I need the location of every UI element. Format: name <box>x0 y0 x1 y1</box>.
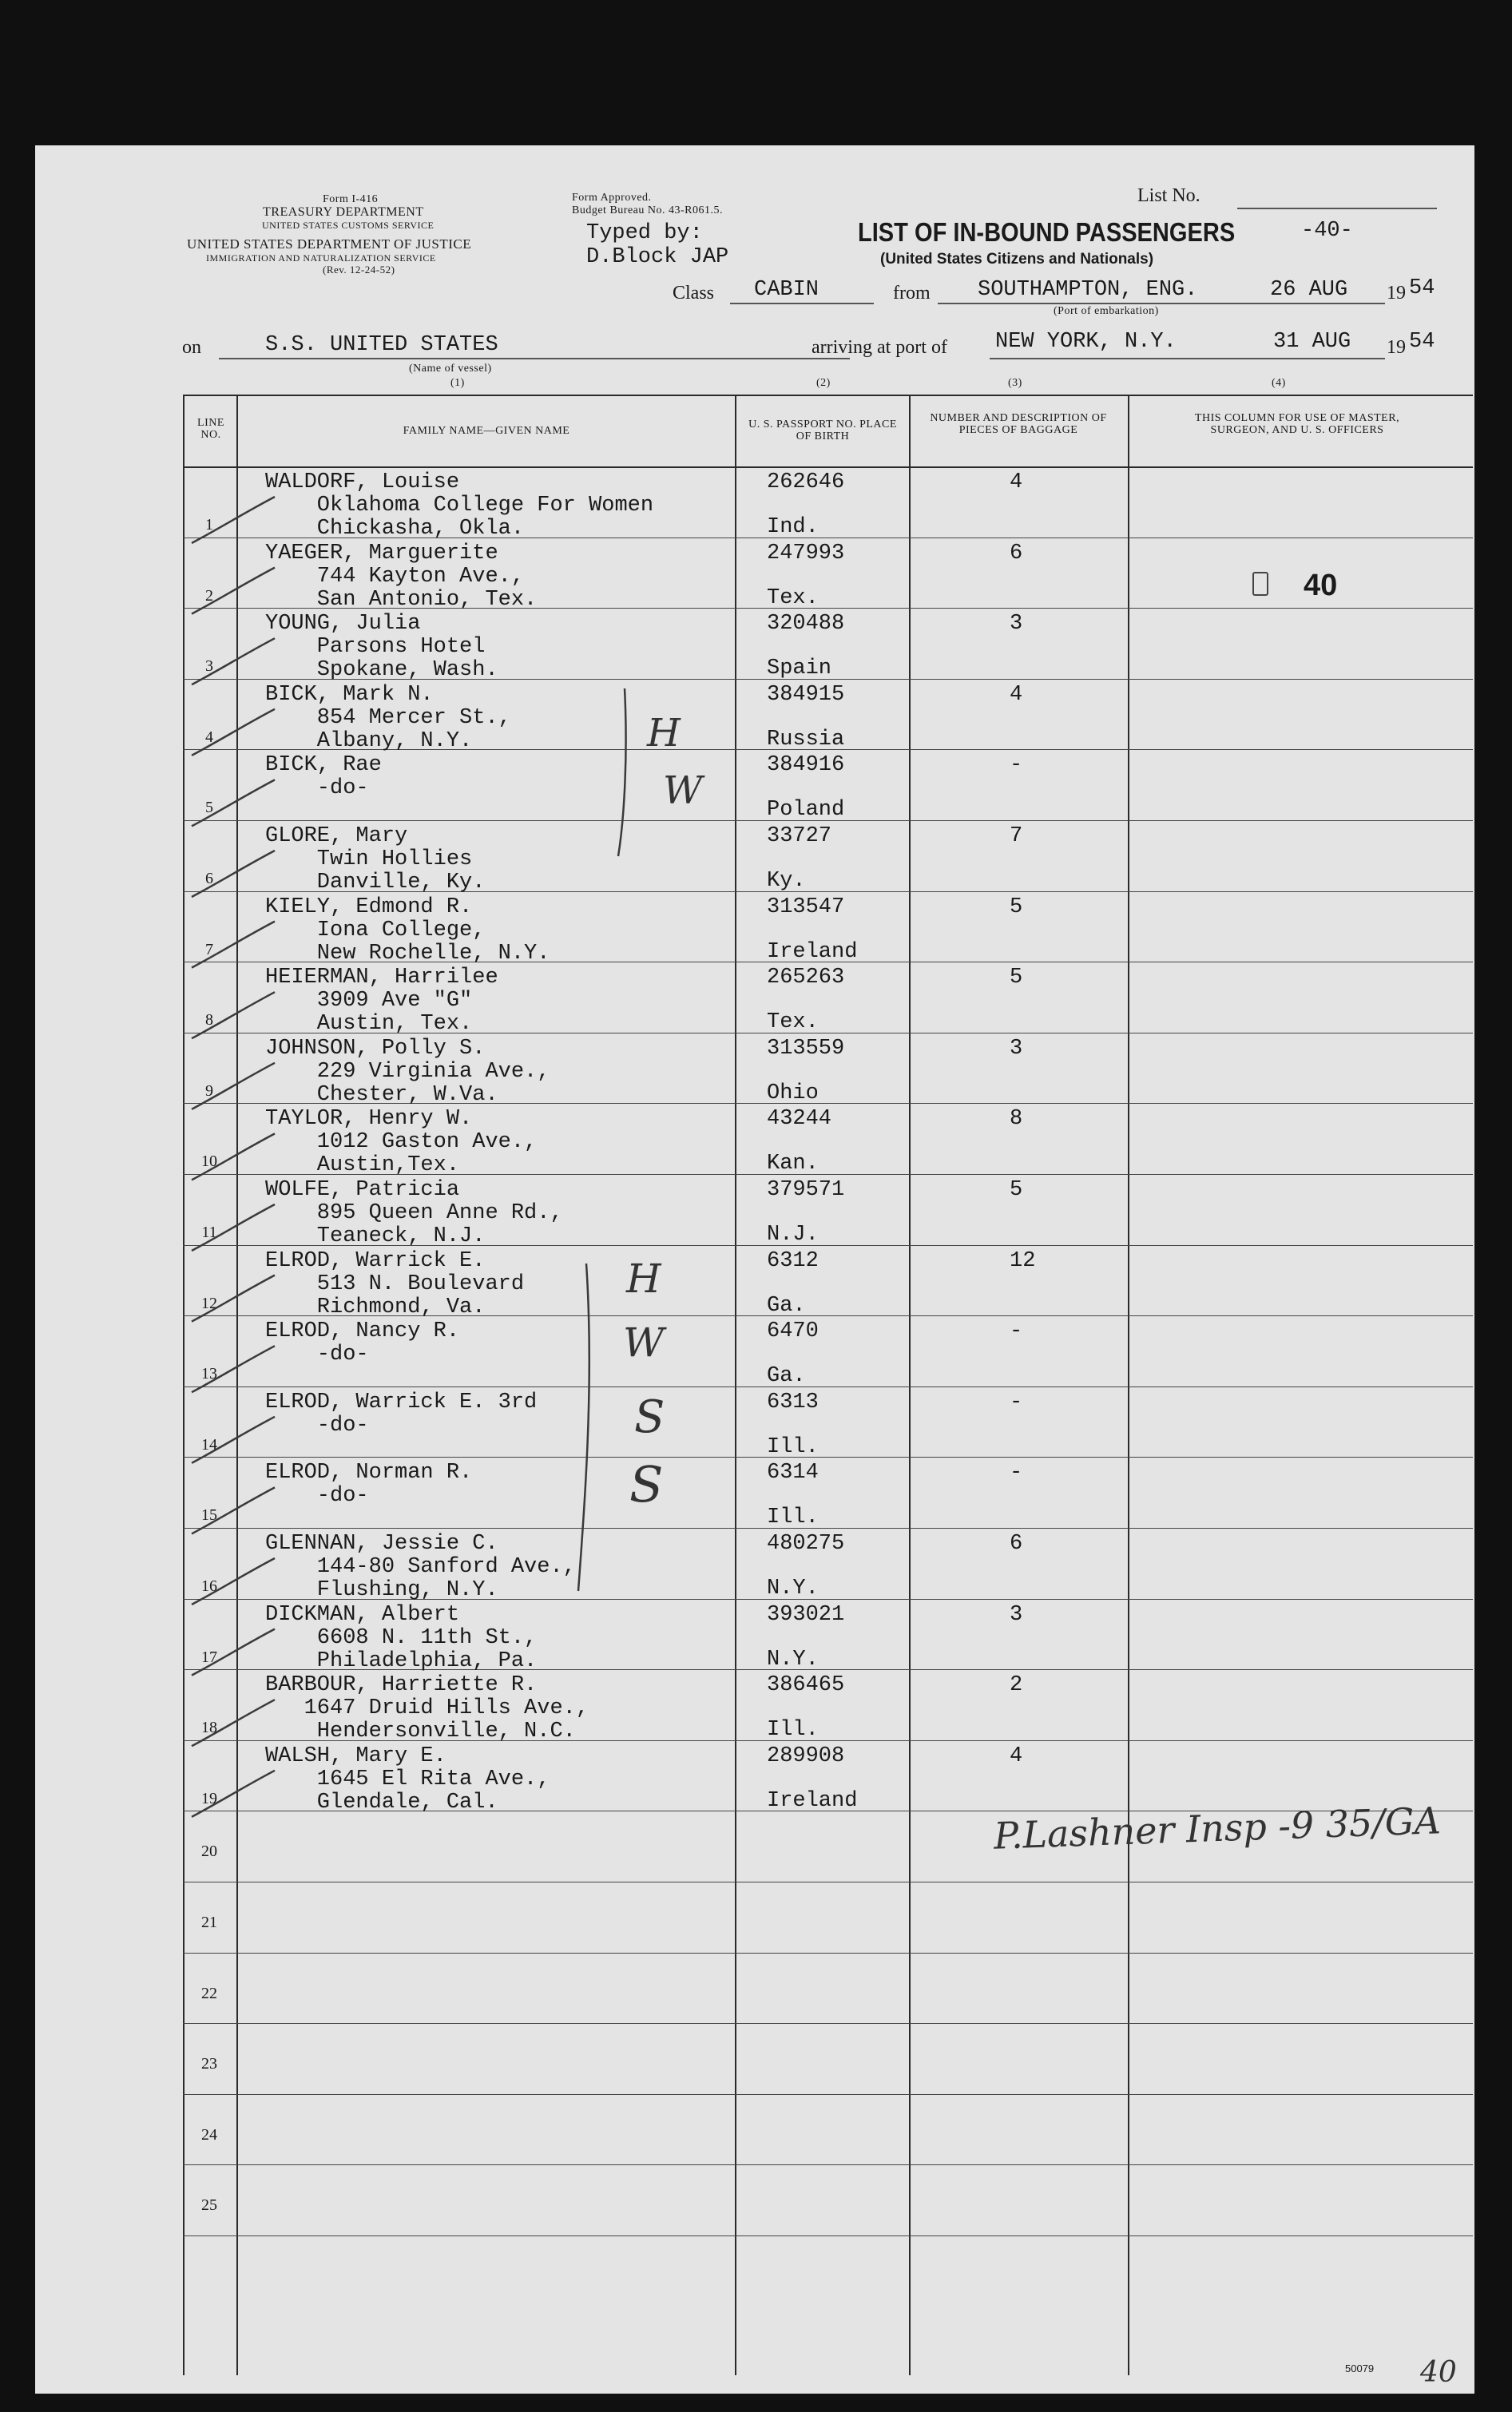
from-value: SOUTHAMPTON, ENG. <box>978 278 1198 302</box>
passenger-address-line: Austin,Tex. <box>265 1153 460 1177</box>
check-mark <box>192 922 275 968</box>
passenger-address-line: Austin, Tex. <box>265 1012 473 1036</box>
place-of-birth: Tex. <box>767 586 819 610</box>
baggage-count: 6 <box>1010 1532 1023 1556</box>
from-label: from <box>893 283 931 303</box>
arrival-date: 31 AUG <box>1273 330 1351 354</box>
check-mark <box>192 992 275 1038</box>
header-name: FAMILY NAME—GIVEN NAME <box>403 425 570 437</box>
line-number: 17 <box>201 1648 217 1666</box>
passenger-address-line: -do- <box>265 1414 369 1438</box>
typed-by-value: D.Block JAP <box>586 245 729 269</box>
passenger-address-line: 3909 Ave "G" <box>265 989 473 1013</box>
passenger-address-line: Chickasha, Okla. <box>265 517 525 541</box>
line-number: 16 <box>201 1577 217 1595</box>
passenger-address-line: Iona College, <box>265 918 486 942</box>
page-title: LIST OF IN-BOUND PASSENGERS <box>858 217 1236 247</box>
form-approved: Form Approved. <box>572 192 652 204</box>
passenger-name: DICKMAN, Albert <box>265 1603 460 1627</box>
passenger-address-line: Philadelphia, Pa. <box>265 1649 538 1673</box>
check-mark <box>192 780 275 826</box>
family-mark-2a: H <box>626 1256 661 1302</box>
passport-number: 33727 <box>767 824 832 848</box>
baggage-count: 3 <box>1010 1037 1023 1061</box>
passport-number: 480275 <box>767 1532 845 1556</box>
place-of-birth: Ga. <box>767 1364 806 1388</box>
baggage-count: 5 <box>1010 1178 1023 1202</box>
line-number: 9 <box>205 1082 213 1100</box>
passport-number: 320488 <box>767 612 845 636</box>
footer-code: 50079 <box>1345 2362 1375 2374</box>
budget-bureau: Budget Bureau No. 43-R061.5. <box>572 204 723 216</box>
passenger-address-line: Twin Hollies <box>265 847 473 871</box>
arrival-year: 54 <box>1409 330 1435 354</box>
column-number-3: (3) <box>1008 377 1022 389</box>
place-of-birth: Ill. <box>767 1506 819 1529</box>
port-embark-caption: (Port of embarkation) <box>1054 305 1159 317</box>
passenger-address-line: New Rochelle, N.Y. <box>265 942 550 966</box>
passport-number: 247993 <box>767 542 845 565</box>
passenger-name: YAEGER, Marguerite <box>265 542 498 565</box>
passport-number: 386465 <box>767 1673 845 1697</box>
place-of-birth: N.Y. <box>767 1648 819 1672</box>
check-mark <box>192 1487 275 1533</box>
customs-service: UNITED STATES CUSTOMS SERVICE <box>262 220 435 231</box>
family-mark-2d: S <box>629 1455 664 1513</box>
line-number: 11 <box>201 1224 217 1241</box>
place-of-birth: Ind. <box>767 515 819 539</box>
check-mark <box>192 1063 275 1109</box>
passenger-address-line: 229 Virginia Ave., <box>265 1060 550 1084</box>
column-number-4: (4) <box>1272 377 1286 389</box>
family-mark-1b: W <box>663 768 703 813</box>
line-number: 21 <box>201 1914 217 1931</box>
line-number: 8 <box>205 1011 213 1029</box>
passenger-address-line: Parsons Hotel <box>265 635 486 659</box>
passenger-name: ELROD, Warrick E. 3rd <box>265 1390 538 1414</box>
manifest-sheet <box>35 145 1474 2394</box>
passenger-name: JOHNSON, Polly S. <box>265 1037 486 1061</box>
passport-number: 6312 <box>767 1249 819 1273</box>
justice-dept: UNITED STATES DEPARTMENT OF JUSTICE <box>187 236 472 252</box>
passenger-address-line: Danville, Ky. <box>265 871 486 895</box>
vessel-name: S.S. UNITED STATES <box>265 333 498 357</box>
place-of-birth: Ky. <box>767 869 806 893</box>
passenger-name: KIELY, Edmond R. <box>265 895 473 919</box>
passport-number: 6470 <box>767 1319 819 1343</box>
check-mark <box>192 1771 275 1817</box>
passenger-address-line: 1012 Gaston Ave., <box>265 1130 538 1154</box>
column-number-2: (2) <box>816 377 831 389</box>
header-baggage: NUMBER AND DESCRIPTION OF PIECES OF BAGGAGE <box>930 412 1107 436</box>
passenger-address-line: San Antonio, Tex. <box>265 588 538 612</box>
place-of-birth: Ireland <box>767 940 858 964</box>
baggage-count: 7 <box>1010 824 1023 848</box>
line-number: 15 <box>201 1506 217 1524</box>
passenger-name: BARBOUR, Harriette R. <box>265 1673 538 1697</box>
line-number: 20 <box>201 1843 217 1860</box>
place-of-birth: Kan. <box>767 1152 819 1176</box>
baggage-count: 4 <box>1010 1744 1023 1768</box>
passenger-name: TAYLOR, Henry W. <box>265 1107 473 1131</box>
passenger-address-line: Glendale, Cal. <box>265 1791 498 1815</box>
passport-number: 6314 <box>767 1461 819 1485</box>
passport-number: 384916 <box>767 753 845 777</box>
depart-year-prefix: 19 <box>1387 283 1406 303</box>
baggage-count: 4 <box>1010 470 1023 494</box>
line-number: 6 <box>205 870 213 887</box>
handwritten-marks <box>35 145 1474 2394</box>
line-number: 18 <box>201 1719 217 1736</box>
passport-number: 43244 <box>767 1107 832 1131</box>
line-number: 13 <box>201 1365 217 1383</box>
line-number: 23 <box>201 2055 217 2073</box>
depart-year: 54 <box>1409 276 1435 300</box>
form-number: Form I-416 <box>323 193 379 205</box>
passenger-address-line: Chester, W.Va. <box>265 1083 498 1107</box>
passenger-address-line: -do- <box>265 1484 369 1508</box>
family-mark-2c: S <box>634 1391 665 1443</box>
place-of-birth: Ill. <box>767 1718 819 1742</box>
passenger-address-line: 744 Kayton Ave., <box>265 565 525 589</box>
passenger-name: ELROD, Nancy R. <box>265 1319 460 1343</box>
passenger-address-line: 854 Mercer St., <box>265 706 511 730</box>
treasury-dept: TREASURY DEPARTMENT <box>263 205 424 219</box>
passenger-address-line: -do- <box>265 1343 369 1367</box>
passenger-name: ELROD, Warrick E. <box>265 1249 486 1273</box>
check-mark <box>192 497 275 543</box>
passenger-name: GLORE, Mary <box>265 824 408 848</box>
place-of-birth: N.J. <box>767 1223 819 1247</box>
line-number: 5 <box>205 799 213 816</box>
line-number: 19 <box>201 1790 217 1807</box>
family-mark-1a: H <box>647 711 681 756</box>
header-line-no: LINE NO. <box>197 417 224 441</box>
typed-by-label: Typed by: <box>586 221 703 245</box>
line-number: 22 <box>201 1985 217 2002</box>
check-mark <box>192 709 275 756</box>
place-of-birth: Tex. <box>767 1010 819 1034</box>
line-number: 4 <box>205 728 213 746</box>
check-mark <box>192 638 275 684</box>
check-mark <box>192 1629 275 1676</box>
passport-number: 313559 <box>767 1037 845 1061</box>
place-of-birth: Ga. <box>767 1294 806 1318</box>
check-mark <box>192 851 275 897</box>
line-number: 2 <box>205 587 213 605</box>
passenger-name: ELROD, Norman R. <box>265 1461 473 1485</box>
baggage-count: 6 <box>1010 542 1023 565</box>
on-label: on <box>182 337 201 358</box>
place-of-birth: Ill. <box>767 1435 819 1459</box>
passenger-name: WOLFE, Patricia <box>265 1178 460 1202</box>
place-of-birth: Poland <box>767 798 845 822</box>
family-mark-2b: W <box>623 1319 665 1366</box>
check-mark <box>192 1558 275 1605</box>
passport-number: 379571 <box>767 1178 845 1202</box>
passenger-name: GLENNAN, Jessie C. <box>265 1532 498 1556</box>
passport-number: 289908 <box>767 1744 845 1768</box>
baggage-count: 5 <box>1010 895 1023 919</box>
check-mark <box>192 1204 275 1251</box>
depart-date: 26 AUG <box>1270 278 1348 302</box>
passenger-address-line: Flushing, N.Y. <box>265 1578 498 1602</box>
passenger-address-line: Albany, N.Y. <box>265 729 473 753</box>
passenger-address-line: -do- <box>265 776 369 800</box>
arriving-label: arriving at port of <box>812 337 947 358</box>
passenger-address-line: 513 N. Boulevard <box>265 1272 525 1296</box>
arrival-year-prefix: 19 <box>1387 337 1406 358</box>
baggage-count: 2 <box>1010 1673 1023 1697</box>
place-of-birth: Russia <box>767 728 845 752</box>
page-subtitle: (United States Citizens and Nationals) <box>880 251 1154 268</box>
passport-number: 384915 <box>767 683 845 707</box>
passenger-address-line: 1645 El Rita Ave., <box>265 1767 550 1791</box>
baggage-count: 3 <box>1010 612 1023 636</box>
passenger-address-line: Oklahoma College For Women <box>265 494 654 518</box>
baggage-count: 12 <box>1010 1249 1036 1273</box>
check-mark <box>192 568 275 614</box>
check-marks <box>192 497 275 1817</box>
header-passport: U. S. PASSPORT NO. PLACE OF BIRTH <box>748 419 897 442</box>
passenger-name: BICK, Rae <box>265 753 382 777</box>
check-mark <box>192 1346 275 1392</box>
passport-number: 6313 <box>767 1390 819 1414</box>
passenger-name: WALDORF, Louise <box>265 470 460 494</box>
line-number: 12 <box>201 1295 217 1312</box>
passenger-address-line: 895 Queen Anne Rd., <box>265 1201 563 1225</box>
passport-number: 393021 <box>767 1603 845 1627</box>
passenger-address-line: 6608 N. 11th St., <box>265 1626 538 1650</box>
baggage-count: - <box>1010 1390 1023 1414</box>
line-number: 1 <box>205 516 213 534</box>
line-number: 7 <box>205 941 213 958</box>
line-number: 10 <box>201 1152 217 1170</box>
passport-number: 313547 <box>767 895 845 919</box>
family-bracket-2 <box>578 1264 589 1591</box>
class-value: CABIN <box>754 278 819 302</box>
baggage-count: - <box>1010 753 1023 777</box>
rev-date: (Rev. 12-24-52) <box>323 264 395 276</box>
arrival-port: NEW YORK, N.Y. <box>995 330 1177 354</box>
list-no-label: List No. <box>1137 185 1200 206</box>
baggage-count: - <box>1010 1461 1023 1485</box>
passenger-name: WALSH, Mary E. <box>265 1744 446 1768</box>
baggage-count: - <box>1010 1319 1023 1343</box>
check-mark <box>192 1133 275 1180</box>
passenger-address-line: Richmond, Va. <box>265 1295 486 1319</box>
officer-total: 40 <box>1304 569 1338 602</box>
passport-number: 262646 <box>767 470 845 494</box>
passenger-address-line: Spokane, Wash. <box>265 658 498 682</box>
baggage-count: 4 <box>1010 683 1023 707</box>
passenger-address-line: 1647 Druid Hills Ave., <box>265 1696 589 1720</box>
list-no-value: -40- <box>1301 219 1353 243</box>
passport-number: 265263 <box>767 966 845 990</box>
header-officers: THIS COLUMN FOR USE OF MASTER, SURGEON, AND U. S. OFFICERS <box>1194 412 1400 436</box>
place-of-birth: N.Y. <box>767 1577 819 1601</box>
passenger-address-line: Hendersonville, N.C. <box>265 1720 576 1744</box>
line-number: 25 <box>201 2196 217 2214</box>
passenger-name: HEIERMAN, Harrilee <box>265 966 498 990</box>
passenger-name: YOUNG, Julia <box>265 612 421 636</box>
line-number: 24 <box>201 2126 217 2144</box>
line-number: 3 <box>205 657 213 675</box>
baggage-count: 3 <box>1010 1603 1023 1627</box>
family-bracket-1 <box>618 688 626 856</box>
ins-service: IMMIGRATION AND NATURALIZATION SERVICE <box>206 252 436 264</box>
passenger-name: BICK, Mark N. <box>265 683 434 707</box>
place-of-birth: Spain <box>767 657 832 680</box>
baggage-count: 8 <box>1010 1107 1023 1131</box>
check-mark <box>192 1700 275 1746</box>
place-of-birth: Ireland <box>767 1789 858 1813</box>
class-label: Class <box>673 283 715 303</box>
baggage-count: 5 <box>1010 966 1023 990</box>
corner-number: 40 <box>1420 2356 1457 2389</box>
check-mark <box>192 1417 275 1463</box>
inspector-signature: P.Lashner Insp -9 35/GA <box>993 1799 1442 1858</box>
check-mark <box>192 1275 275 1322</box>
line-number: 14 <box>201 1436 217 1454</box>
place-of-birth: Ohio <box>767 1081 819 1105</box>
vessel-caption: (Name of vessel) <box>409 363 492 375</box>
passenger-address-line: 144-80 Sanford Ave., <box>265 1555 576 1579</box>
column-number-1: (1) <box>450 377 465 389</box>
passenger-address-line: Teaneck, N.J. <box>265 1224 486 1248</box>
